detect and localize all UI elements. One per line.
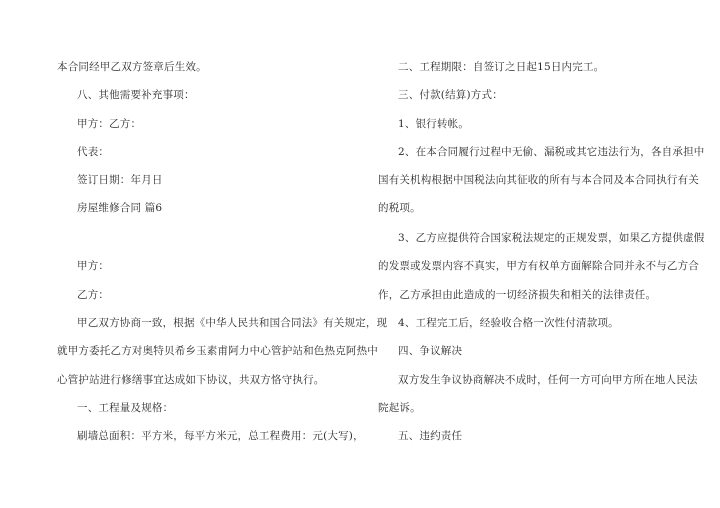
paragraph-line: 的发票或发票内容不真实，甲方有权单方面解除合同并永不与乙方合 (378, 260, 699, 272)
section-heading: 三、付款(结算)方式： (398, 89, 503, 101)
paragraph-line: 国有关机构根据中国税法向其征收的所有与本合同及本合同执行有关 (378, 174, 699, 186)
section-heading: 八、其他需要补充事项： (77, 89, 195, 101)
paragraph-line: 4、工程完工后，经验收合格一次性付清款项。 (398, 317, 619, 329)
paragraph-line: 甲方：乙方： (77, 118, 142, 130)
section-heading: 一、工程量及规格： (77, 402, 174, 414)
paragraph-line: 乙方： (77, 289, 110, 301)
paragraph-line: 刷墙总面积：平方米，每平方米元，总工程费用：元(大写)， (77, 430, 364, 442)
paragraph-line: 2、在本合同履行过程中无偷、漏税或其它违法行为，各自承担中 (398, 146, 705, 158)
paragraph-line: 本合同经甲乙双方签章后生效。 (57, 61, 207, 73)
document-title: 房屋维修合同 篇6 (77, 202, 163, 214)
paragraph-line: 就甲方委托乙方对奥特贝希乡玉素甫阿力中心管护站和色热克阿热中 (57, 345, 378, 357)
paragraph-line: 作，乙方承担由此造成的一切经济损失和相关的法律责任。 (378, 289, 657, 301)
paragraph-line: 的税项。 (378, 202, 421, 214)
paragraph-line: 甲方： (77, 260, 110, 272)
paragraph-line: 1、银行转帐。 (398, 118, 470, 130)
paragraph-line: 代表： (77, 146, 110, 158)
paragraph-line: 双方发生争议协商解决不成时，任何一方可向甲方所在地人民法 (398, 374, 698, 386)
paragraph-line: 心管护站进行修缮事宜达成如下协议，共双方恪守执行。 (57, 374, 325, 386)
section-heading: 五、违约责任 (398, 430, 463, 442)
section-heading: 四、争议解决 (398, 345, 463, 357)
paragraph-line: 签订日期：年月日 (77, 174, 163, 186)
paragraph-line: 院起诉。 (378, 402, 421, 414)
paragraph-line: 3、乙方应提供符合国家税法规定的正规发票，如果乙方提供虚假 (398, 232, 705, 244)
section-heading: 二、工程期限：自签订之日起15日内完工。 (398, 61, 605, 73)
paragraph-line: 甲乙双方协商一致，根据《中华人民共和国合同法》有关规定，现 (77, 317, 388, 329)
